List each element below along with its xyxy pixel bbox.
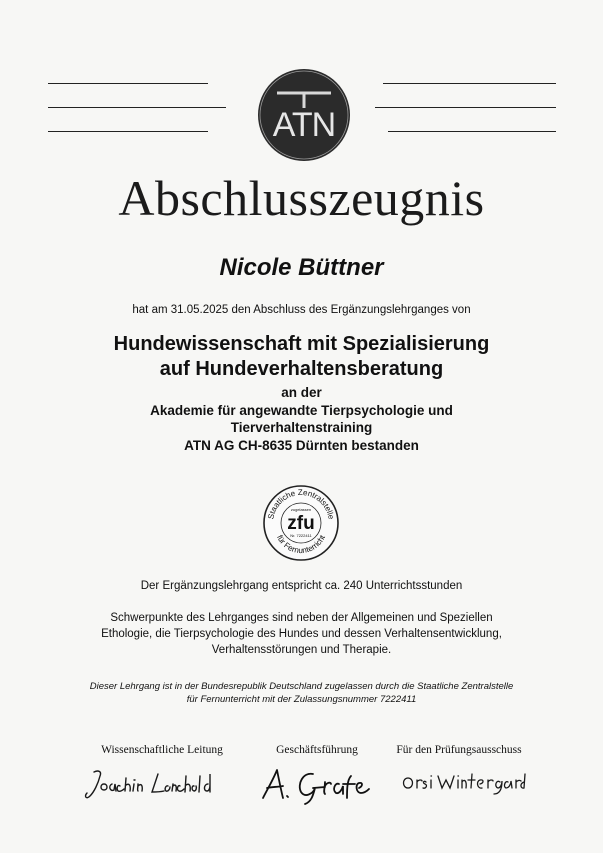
logo-text: ATN	[272, 106, 336, 144]
seal-bottom-text: für Fernunterricht	[275, 533, 327, 556]
decor-line	[48, 131, 208, 132]
focus-line: Verhaltensstörungen und Therapie.	[211, 644, 392, 656]
intro-line: hat am 31.05.2025 den Abschluss des Ergänzungslehrganges von	[132, 304, 471, 316]
decor-line	[388, 131, 556, 132]
decor-line	[48, 107, 226, 108]
course-line: Hundewissenschaft mit Spezialisierung	[113, 333, 490, 355]
institution-block	[0, 384, 603, 454]
signature-label-exam-board: Für den Prüfungsausschuss	[396, 744, 522, 756]
recipient-name: Nicole Büttner	[219, 254, 384, 281]
legal-line: Dieser Lehrgang ist in der Bundesrepublik Deutschland zugelassen durch die Staatliche Zentralstelle	[89, 681, 514, 692]
decor-line	[375, 107, 556, 108]
signature-management	[255, 762, 375, 806]
decor-line	[383, 83, 556, 84]
seal-center-text: zfu	[287, 513, 315, 534]
signature-label-scientific-lead: Wissenschaftliche Leitung	[101, 744, 223, 756]
focus-line: Schwerpunkte des Lehrganges sind neben der Allgemeinen und Speziellen	[110, 612, 493, 624]
hours-line: Der Ergänzungslehrgang entspricht ca. 240 Unterrichtsstunden	[140, 580, 463, 592]
course-title	[0, 332, 603, 382]
institution-line: an der	[281, 385, 322, 400]
institution-line: Tierverhaltenstraining	[230, 420, 373, 435]
focus-paragraph	[0, 610, 603, 658]
institution-line: ATN AG CH-8635 Dürnten bestanden	[184, 437, 419, 453]
signature-scientific-lead	[80, 762, 240, 806]
seal-number: Nr. 7222411	[290, 533, 312, 538]
legal-line: für Fernunterricht mit der Zulassungsnummer 7222411	[186, 694, 417, 705]
atn-logo	[257, 68, 351, 162]
zfu-seal	[262, 484, 340, 562]
decor-line	[48, 83, 208, 84]
institution-line: Akademie für angewandte Tierpsychologie und	[150, 402, 453, 418]
focus-line: Ethologie, die Tierpsychologie des Hundes und dessen Verhaltensentwicklung,	[101, 628, 502, 640]
certificate-title: Abschlusszeugnis	[118, 170, 485, 226]
legal-note	[0, 680, 603, 706]
course-line: auf Hundeverhaltensberatung	[159, 358, 444, 380]
seal-top-text: Staatliche Zentralstelle	[266, 487, 336, 521]
signature-exam-board	[398, 762, 528, 798]
seal-sub-text: zugelassen	[290, 507, 312, 512]
signature-label-management: Geschäftsführung	[276, 744, 358, 756]
